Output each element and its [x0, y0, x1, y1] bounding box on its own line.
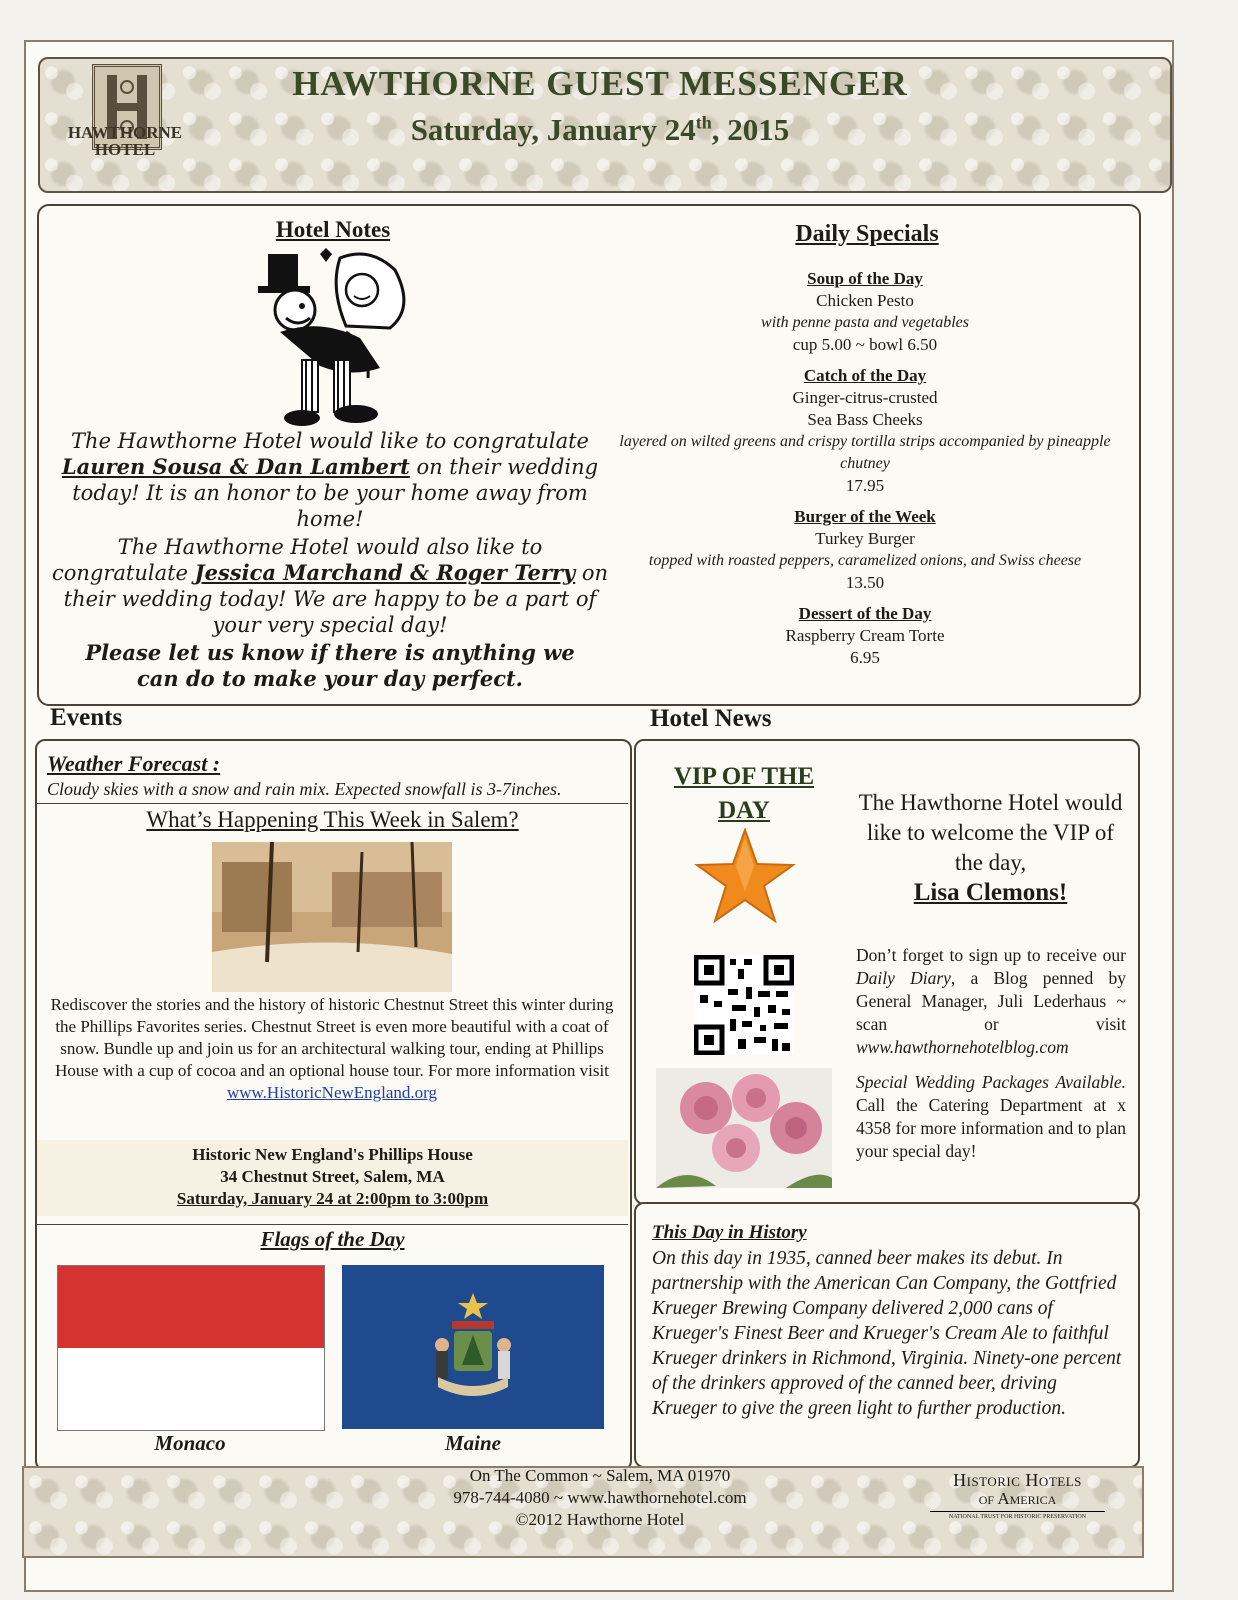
weather-text: Cloudy skies with a snow and rain mix. Expected snowfall is 3-7inches. — [47, 779, 562, 799]
service-note: Please let us know if there is anything we can do to make your day perfect. — [85, 640, 575, 691]
flag-label-monaco: Monaco — [154, 1431, 226, 1455]
vip-heading: VIP OF THE DAY — [673, 763, 815, 824]
flag-label-maine: Maine — [444, 1431, 501, 1455]
vip-welcome-text: The Hawthorne Hotel would like to welcome the VIP of the day, Lisa Clemons! — [858, 790, 1123, 906]
newsletter-title: HAWTHORNE GUEST MESSENGER — [292, 64, 908, 103]
blog-url-link[interactable]: www.hawthornehotelblog.com — [856, 1037, 1069, 1057]
daily-specials-heading: Daily Specials — [795, 221, 939, 247]
chestnut-street-photo — [212, 842, 452, 992]
blog-text: Don’t forget to sign up to receive our Daily Diary, a Blog penned by General Manager, Juli Lederhaus ~ scan or visit www.hawthornehotelblog.com — [856, 945, 1126, 1057]
newsletter-date: Saturday, January 24th, 2015 — [410, 112, 790, 147]
maine-flag-icon — [342, 1265, 604, 1429]
special-burger: Burger of the Week Turkey Burger topped with roasted peppers, caramelized onions, and Swiss cheese 13.50 — [648, 507, 1082, 592]
special-dessert: Dessert of the Day Raspberry Cream Torte 6.95 — [785, 604, 945, 667]
roses-photo — [656, 1068, 832, 1188]
hotel-logo-text: HAWTHORNE HOTEL — [67, 123, 183, 159]
happening-text: Rediscover the stories and the history of historic Chestnut Street this winter during the Phillips Favorites series. Chestnut Street is even more beautiful with a coat of snow. Bundle up and join us for an architectural walking tour, ending at Phillips House with a cup of cocoa and an optional house tour. For more information visit www.HistoricNewEngland.org — [50, 995, 614, 1102]
events-label: Events — [50, 704, 123, 731]
special-soup: Soup of the Day Chicken Pesto with penne pasta and vegetables cup 5.00 ~ bowl 6.50 — [761, 269, 969, 354]
wedding-couple-icon — [250, 248, 420, 428]
star-icon — [694, 828, 796, 924]
historic-hotels-logo: Historic Hotels of America NATIONAL TRUST FOR HISTORIC PRESERVATION — [930, 1470, 1105, 1520]
divider — [37, 1224, 628, 1225]
monaco-flag-icon — [57, 1265, 325, 1431]
happening-heading: What’s Happening This Week in Salem? — [146, 807, 519, 832]
venue-info: Historic New England's Phillips House 34 Chestnut Street, Salem, MA Saturday, January 24 at 2:00pm to 3:00pm — [37, 1140, 628, 1216]
hotel-news-label: Hotel News — [650, 705, 772, 732]
weather-heading: Weather Forecast : — [47, 751, 221, 776]
historic-new-england-link[interactable]: www.HistoricNewEngland.org — [226, 1083, 438, 1102]
qr-code-icon[interactable] — [694, 955, 794, 1055]
flags-heading: Flags of the Day — [260, 1227, 405, 1251]
history-text: On this day in 1935, canned beer makes its debut. In partnership with the American Can Company, the Gottfried Krueger Brewing Company delivered 2,000 cans of Krueger's Finest Beer and Krueger's Cream Ale to faithful Krueger drinkers in Richmond, Virginia. Ninety-one percent of the drinkers approved of the canned beer, driving Krueger to give the green light to further production. — [652, 1248, 1122, 1419]
history-heading: This Day in History — [652, 1222, 807, 1243]
wedding-packages-text: Special Wedding Packages Available. Call the Catering Department at x 4358 for more information and to plan your special day! — [856, 1072, 1126, 1161]
congrats-note-2: The Hawthorne Hotel would also like to congratulate Jessica Marchand & Roger Terry on their wedding today! We are happy to be a part of your very special day! — [51, 535, 609, 637]
special-catch: Catch of the Day Ginger-citrus-crusted Sea Bass Cheeks layered on wilted greens and crispy tortilla strips accompanied by pineapple chutney 17.95 — [619, 366, 1111, 495]
congrats-note-1: The Hawthorne Hotel would like to congratulate Lauren Sousa & Dan Lambert on their wedding today! It is an honor to be your home away from home! — [61, 429, 599, 531]
footer-contact: On The Common ~ Salem, MA 01970 978-744-4080 ~ www.hawthornehotel.com ©2012 Hawthorne Hotel — [453, 1466, 747, 1529]
divider — [37, 803, 628, 804]
hotel-notes-heading: Hotel Notes — [275, 217, 391, 242]
